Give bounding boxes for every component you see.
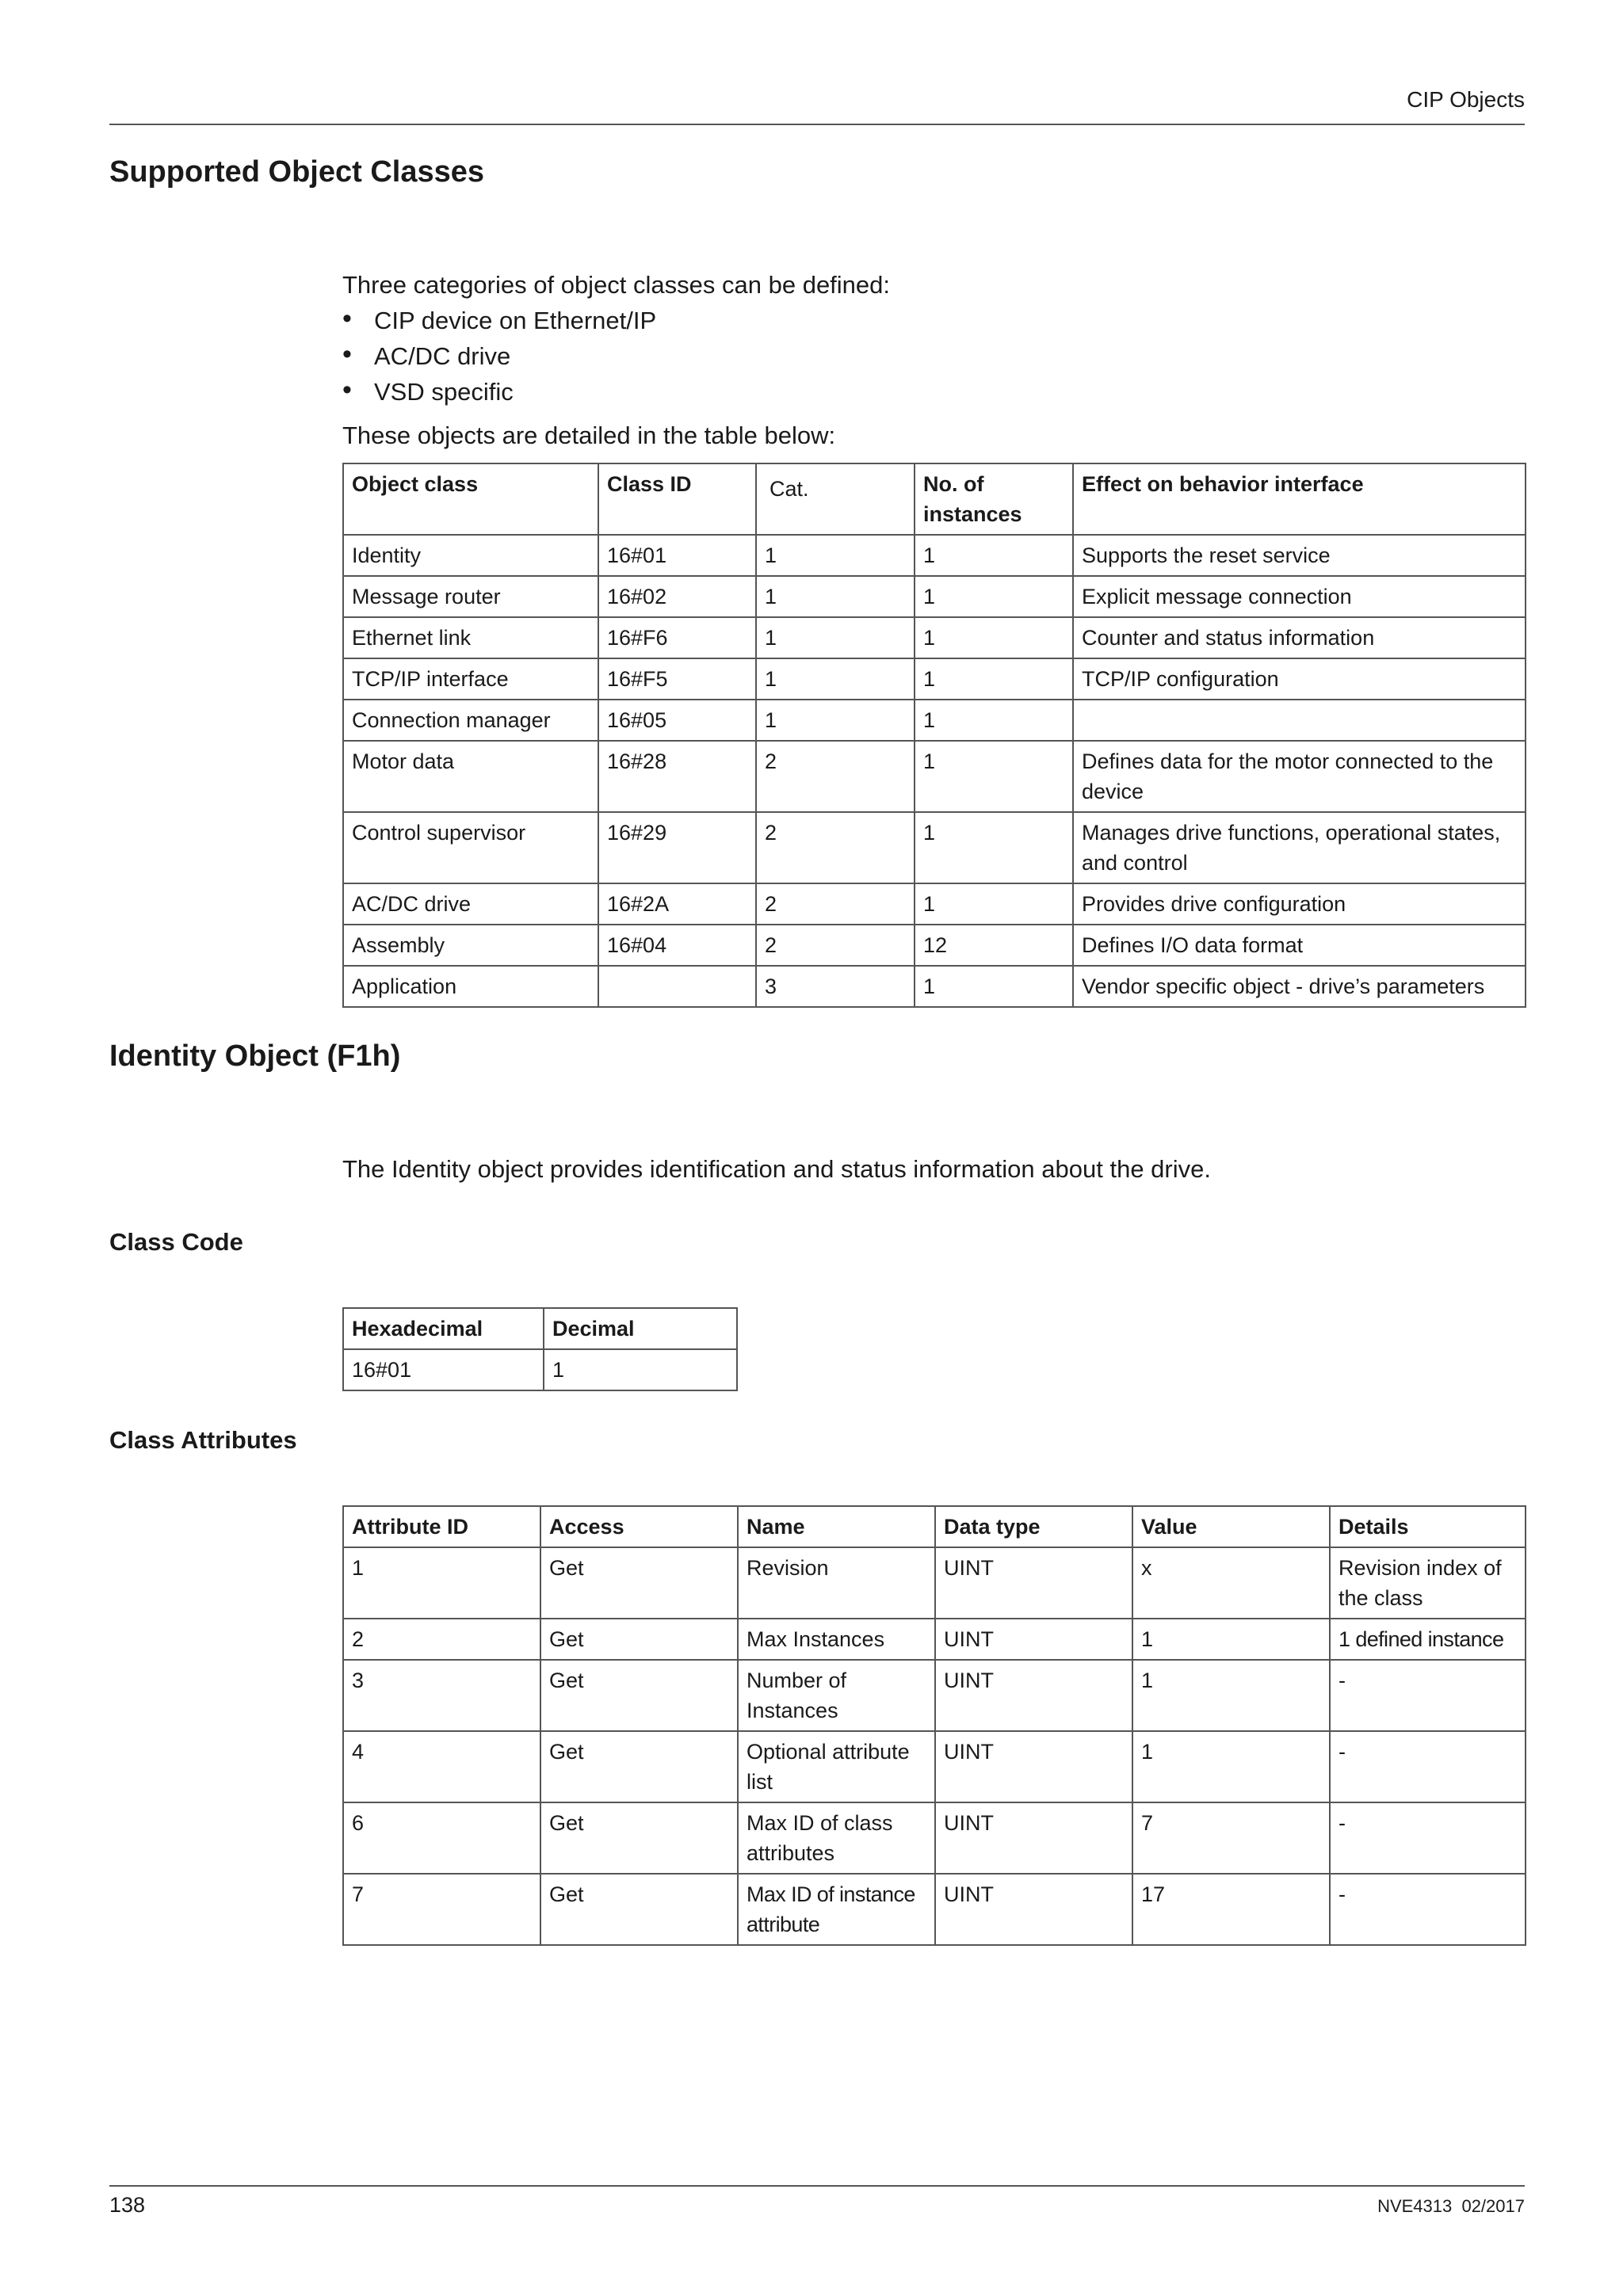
table-cell: Optional attribute list [738, 1731, 935, 1802]
table-cell: 2 [343, 1619, 540, 1660]
list-item: • VSD specific [342, 374, 656, 410]
list-item: • AC/DC drive [342, 338, 656, 374]
table-cell: 7 [1132, 1802, 1330, 1874]
table-intro: These objects are detailed in the table below: [342, 421, 836, 449]
table-row [343, 741, 1526, 812]
table-cell: AC/DC drive [343, 883, 598, 925]
table-cell: Get [540, 1874, 738, 1945]
table-cell: Max ID of class attributes [738, 1802, 935, 1874]
table-cell: Manages drive functions, operational states, and control [1073, 812, 1526, 883]
table-cell: 1 [544, 1349, 737, 1390]
column-header: Data type [935, 1506, 1132, 1547]
column-header: Value [1132, 1506, 1330, 1547]
table-row [343, 966, 1526, 1007]
table-cell: Get [540, 1802, 738, 1874]
table-row [343, 1660, 1526, 1731]
table-cell: 16#04 [598, 925, 756, 966]
table-cell: 2 [756, 925, 915, 966]
table-cell: 16#F5 [598, 658, 756, 700]
table-cell: - [1330, 1874, 1526, 1945]
table-cell [1073, 700, 1526, 741]
table-row [343, 1731, 1526, 1802]
table-cell: Get [540, 1619, 738, 1660]
table-row [343, 1619, 1526, 1660]
table-cell: UINT [935, 1802, 1132, 1874]
table-cell: 1 [915, 576, 1073, 617]
table-cell: UINT [935, 1660, 1132, 1731]
table-cell: Control supervisor [343, 812, 598, 883]
table-cell: 16#01 [598, 535, 756, 576]
identity-intro: The Identity object provides identification and status information about the drive. [342, 1155, 1211, 1183]
table-row [343, 1874, 1526, 1945]
table-cell: 2 [756, 741, 915, 812]
column-header: Hexadecimal [343, 1308, 544, 1349]
table-cell: 6 [343, 1802, 540, 1874]
list-item: • CIP device on Ethernet/IP [342, 303, 656, 338]
table-cell: TCP/IP configuration [1073, 658, 1526, 700]
table-cell: Ethernet link [343, 617, 598, 658]
table-row [343, 700, 1526, 741]
column-header: Details [1330, 1506, 1526, 1547]
table-cell: Get [540, 1731, 738, 1802]
categories-intro: Three categories of object classes can be defined: [342, 271, 891, 299]
table-cell: Defines data for the motor connected to the device [1073, 741, 1526, 812]
document-reference: NVE4313 02/2017 [1377, 2196, 1525, 2216]
table-cell: x [1132, 1547, 1330, 1619]
table-cell: 1 [915, 617, 1073, 658]
table-cell: Max ID of instance attribute [738, 1874, 935, 1945]
table-cell: 1 [915, 700, 1073, 741]
table-cell: Identity [343, 535, 598, 576]
table-cell: 1 [756, 617, 915, 658]
table-cell: 1 [756, 658, 915, 700]
table-cell: 1 [1132, 1660, 1330, 1731]
column-header: Cat. [756, 463, 915, 535]
table-cell: 12 [915, 925, 1073, 966]
footer-rule [109, 2185, 1525, 2187]
table-cell: 2 [756, 883, 915, 925]
table-cell: 1 [915, 966, 1073, 1007]
table-row [343, 658, 1526, 700]
column-header: No. of instances [915, 463, 1073, 535]
table-cell: Connection manager [343, 700, 598, 741]
table-cell: - [1330, 1660, 1526, 1731]
table-cell: 1 [915, 741, 1073, 812]
table-cell: Message router [343, 576, 598, 617]
table-row [343, 1547, 1526, 1619]
table-cell: 16#01 [343, 1349, 544, 1390]
table-cell: Get [540, 1547, 738, 1619]
table-cell: Revision [738, 1547, 935, 1619]
table-cell: 16#2A [598, 883, 756, 925]
table-cell: 7 [343, 1874, 540, 1945]
table-cell: UINT [935, 1547, 1132, 1619]
column-header: Access [540, 1506, 738, 1547]
table-cell: 1 [915, 812, 1073, 883]
table-cell: 16#05 [598, 700, 756, 741]
table-cell: 2 [756, 812, 915, 883]
table-cell: Application [343, 966, 598, 1007]
table-cell: 1 [756, 576, 915, 617]
table-row [343, 1349, 737, 1390]
table-cell: Counter and status information [1073, 617, 1526, 658]
table-cell: Supports the reset service [1073, 535, 1526, 576]
table-cell: Defines I/O data format [1073, 925, 1526, 966]
table-cell: Provides drive configuration [1073, 883, 1526, 925]
table-cell: Vendor specific object - drive’s parameters [1073, 966, 1526, 1007]
class-attributes-table [342, 1505, 1526, 1946]
table-cell: 1 [1132, 1731, 1330, 1802]
table-cell: 1 defined instance [1330, 1619, 1526, 1660]
page-number: 138 [109, 2193, 146, 2217]
column-header: Attribute ID [343, 1506, 540, 1547]
table-cell: TCP/IP interface [343, 658, 598, 700]
table-cell: 3 [756, 966, 915, 1007]
running-header: CIP Objects [1407, 87, 1525, 112]
table-cell: Max Instances [738, 1619, 935, 1660]
table-row [343, 925, 1526, 966]
table-cell: 16#29 [598, 812, 756, 883]
header-rule [109, 124, 1525, 125]
table-cell: Motor data [343, 741, 598, 812]
table-cell: 1 [915, 535, 1073, 576]
table-cell: 16#28 [598, 741, 756, 812]
table-cell: 1 [343, 1547, 540, 1619]
category-list [342, 303, 656, 410]
table-header-row [343, 463, 1526, 535]
table-cell [598, 966, 756, 1007]
table-cell: 1 [756, 700, 915, 741]
table-cell: Explicit message connection [1073, 576, 1526, 617]
column-header: Effect on behavior interface [1073, 463, 1526, 535]
table-cell: Revision index of the class [1330, 1547, 1526, 1619]
table-cell: UINT [935, 1619, 1132, 1660]
table-row [343, 1802, 1526, 1874]
column-header: Class ID [598, 463, 756, 535]
table-cell: Assembly [343, 925, 598, 966]
table-cell: UINT [935, 1874, 1132, 1945]
table-cell: 1 [756, 535, 915, 576]
table-cell: 3 [343, 1660, 540, 1731]
section-title-supported-object-classes: Supported Object Classes [109, 155, 485, 189]
column-header: Object class [343, 463, 598, 535]
table-row [343, 617, 1526, 658]
object-classes-table [342, 463, 1526, 1008]
table-cell: 1 [915, 658, 1073, 700]
table-row [343, 883, 1526, 925]
section-title-identity-object: Identity Object (F1h) [109, 1039, 401, 1073]
table-header-row [343, 1308, 737, 1349]
table-row [343, 576, 1526, 617]
column-header: Decimal [544, 1308, 737, 1349]
table-cell: 4 [343, 1731, 540, 1802]
table-cell: Get [540, 1660, 738, 1731]
table-cell: 16#02 [598, 576, 756, 617]
table-cell: - [1330, 1802, 1526, 1874]
table-cell: 17 [1132, 1874, 1330, 1945]
class-attributes-heading: Class Attributes [109, 1426, 297, 1454]
class-code-heading: Class Code [109, 1228, 243, 1256]
table-cell: 1 [1132, 1619, 1330, 1660]
table-cell: Number of Instances [738, 1660, 935, 1731]
table-cell: UINT [935, 1731, 1132, 1802]
table-cell: 1 [915, 883, 1073, 925]
table-header-row [343, 1506, 1526, 1547]
table-row [343, 812, 1526, 883]
table-cell: 16#F6 [598, 617, 756, 658]
column-header: Name [738, 1506, 935, 1547]
class-code-table [342, 1307, 738, 1391]
table-row [343, 535, 1526, 576]
table-cell: - [1330, 1731, 1526, 1802]
